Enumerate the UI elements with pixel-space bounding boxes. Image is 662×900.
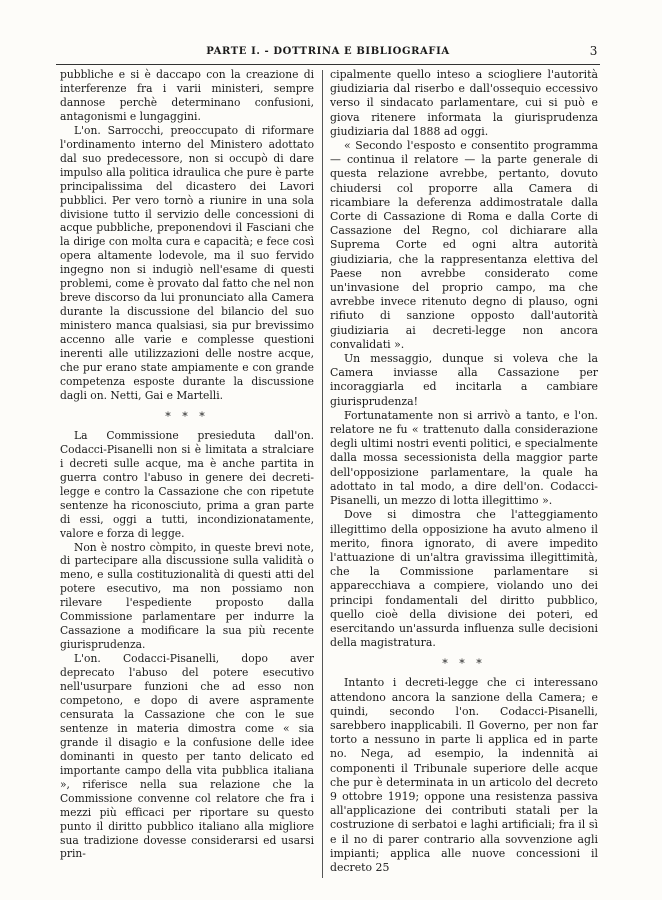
paragraph: pubbliche e si è daccapo con la creazione di interferenze fra i varii ministeri, sempre dannose perchè determinano confusioni, antagonismi e lungaggini. — [60, 68, 314, 123]
column-divider — [322, 70, 323, 878]
paragraph: « Secondo l'esposto e consentito programma — continua il relatore — la parte generale di questa relazione avrebbe, pertanto, dovuto chiudersi col proporre alla Camera di ricambiare la deferenza addimostratale dalla Corte di Cassazione di Roma e dalla Corte di Cassazione del Regno, col dichiarare alla Suprema Corte ed ogni altra autorità giudiziaria, che la rappresentanza elettiva del Paese non avrebbe considerato come un'invasione del proprio campo, ma che avrebbe invece ritenuto degno di plauso, ogni rifiuto di sanzione opposto dall'autorità giudiziaria ai decreti-legge non ancora convalidati ». — [330, 139, 598, 351]
section-separator: * * * — [165, 409, 209, 423]
left-column — [60, 68, 314, 861]
paragraph: Dove si dimostra che l'atteggiamento illegittimo della opposizione ha avuto almeno il merito, finora ignorato, di avere impedito l'attuazione di un'altra gravissima illegittimità, che la Commissione parlamentare si apparecchiava a compiere, violando uno dei principi fondamentali del diritto pubblico, quello cioè della divisione dei poteri, ed esercitando un'assurda influenza sulle decisioni della magistratura. — [330, 508, 598, 650]
paragraph: L'on. Codacci-Pisanelli, dopo aver deprecato l'abuso del potere esecutivo nell'usurpare funzioni che ad esso non competono, e dopo di avere aspramente censurata la Cassazione che con le sue sentenze in materia dimostra come « sia grande il disagio e la confusione delle idee dominanti in questo per tanto delicato ed importante campo della vita pubblica italiana », riferisce nella sua relazione che la Commissione convenne col relatore che fra i mezzi più efficaci per riportare su questo punto il diritto pubblico italiano alla migliore sua tradizione dovesse considerarsi ed usarsi prin- — [60, 652, 314, 861]
paragraph: La Commissione presieduta dall'on. Codacci-Pisanelli non si è limitata a stralciare i decreti sulle acque, ma è anche partita in guerra contro l'abuso in genere dei decreti-legge e contro la Cassazione che con ripetute sentenze ha riconosciuto, prima a gran parte di essi, oggi a tutti, incondizionatamente, valore e forza di legge. — [60, 428, 314, 540]
paragraph: cipalmente quello inteso a sciogliere l'autorità giudiziaria dal riserbo e dall'ossequio eccessivo verso il sindacato parlamentare, cui si può e giova ritenere informata la giurisprudenza giudiziaria dal 1888 ad oggi. — [330, 68, 598, 138]
page-number: 3 — [589, 44, 598, 58]
paragraph: L'on. Sarrocchi, preoccupato di riformare l'ordinamento interno del Ministero adottato dal suo predecessore, non si occupò di dare impulso alla politica idraulica che pure è parte principalissima del dicastero dei Lavori pubblici. Per vero tornò a riunire in una sola divisione tutto il servizio delle concessioni di acque pubbliche, preponendovi il Fasciani che la dirige con molta cura e capacità; e fece così opera altamente lodevole, ma il suo fervido ingegno non si indugiò nell'esame di questi problemi, come è provato dal fatto che nel non breve discorso da lui pronunciato alla Camera durante la discussione del bilancio del suo ministero manca qualsiasi, sia pur brevissimo accenno alle varie e complesse questioni inerenti alle utilizzazioni delle nostre acque, che pur erano state ampiamente e con grande competenza esposte durante la discussione dagli on. Netti, Gai e Martelli. — [60, 123, 314, 402]
paragraph: Un messaggio, dunque si voleva che la Camera inviasse alla Cassazione per incoraggiarla ed incitarla a cambiare giurisprudenza! — [330, 352, 598, 408]
paragraph: Non è nostro còmpito, in queste brevi note, di partecipare alla discussione sulla validità o meno, e sulla costituzionalità di questi atti del potere esecutivo, ma non possiamo non rilevare l'espediente proposto dalla Commissione parlamentare per indurre la Cassazione a modificare la sua più recente giurisprudenza. — [60, 540, 314, 652]
running-header — [56, 44, 600, 65]
paragraph: Fortunatamente non si arrivò a tanto, e l'on. relatore ne fu « trattenuto dalla considerazione degli ultimi nostri eventi politici, e specialmente dalla mossa secessionista della maggior parte dell'opposizione parlamentare, la quale ha adottato in tal modo, a dire dell'on. Codacci-Pisanelli, un mezzo di lotta illegittimo ». — [330, 408, 598, 508]
right-column — [330, 68, 598, 875]
section-separator: * * * — [442, 657, 486, 671]
paragraph: Intanto i decreti-legge che ci interessano attendono ancora la sanzione della Camera; e quindi, secondo l'on. Codacci-Pisanelli, sarebbero inapplicabili. Il Governo, per non far torto a nessuno in parte li applica ed in parte no. Nega, ad esempio, la indennità ai componenti il Tribunale superiore delle acque che pur è determinata in un articolo del decreto 9 ottobre 1919; oppone una resistenza passiva all'applicazione dei contributi statali per la costruzione di serbatoi e laghi artificiali; fra il sì e il no di parer contrario alla sovvenzione agli impianti; applica alle nuove concessioni il decreto 25 — [330, 676, 598, 874]
header-title: PARTE I. - DOTTRINA E BIBLIOGRAFIA — [206, 46, 450, 57]
